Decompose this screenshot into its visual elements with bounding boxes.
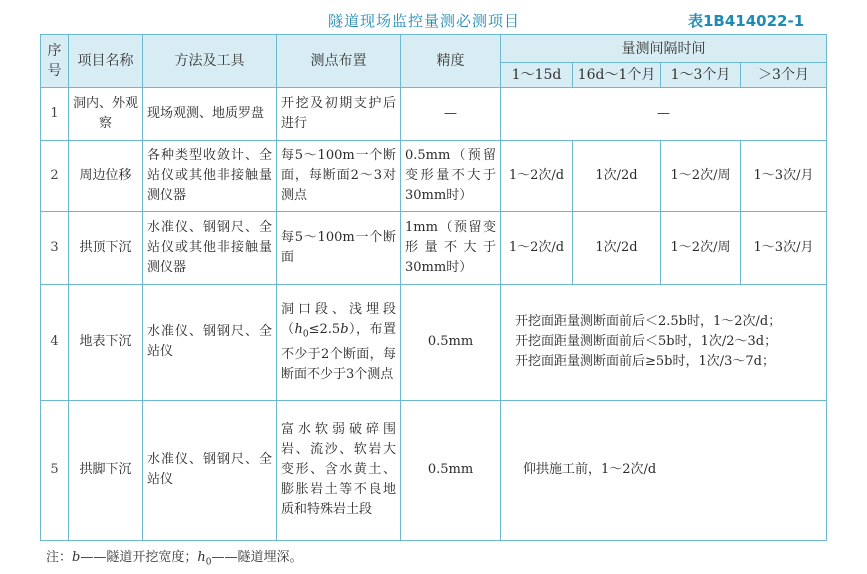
row-item: 周边位移 (69, 140, 143, 211)
note-prefix: 注： (46, 550, 73, 565)
monitoring-table (40, 34, 827, 541)
row-interval-2: 1次/2d (573, 211, 661, 284)
header-interval-4: ＞3个月 (741, 63, 827, 88)
row-no: 4 (41, 285, 69, 401)
row-item: 拱顶下沉 (69, 211, 143, 284)
row-method: 现场观测、地质罗盘 (143, 88, 277, 141)
row-method: 水准仪、钢钢尺、全站仪 (143, 400, 277, 540)
row-method: 各种类型收敛计、全站仪或其他非接触量测仪器 (143, 140, 277, 211)
note-b-var: b (72, 550, 81, 565)
header-item: 项目名称 (69, 35, 143, 88)
layout-h-var: h (294, 322, 303, 338)
header-no: 序号 (41, 35, 69, 88)
row-no: 5 (41, 400, 69, 540)
header-interval-3: 1～3个月 (661, 63, 741, 88)
row-interval-text: 仰拱施工前，1～2次/d (501, 400, 827, 540)
layout-part-a: 洞口段、浅埋段（ (281, 302, 396, 338)
table-note (46, 546, 302, 568)
interval-line: 开挖面距量测断面前后≥5b时，1次/3～7d； (515, 354, 776, 370)
row-item: 洞内、外观察 (69, 88, 143, 141)
row-precision: 0.5mm (401, 285, 501, 401)
row-no: 1 (41, 88, 69, 141)
row-precision: 0.5mm（预留变形量不大于30mm时） (401, 140, 501, 211)
row-item: 地表下沉 (69, 285, 143, 401)
row-layout: 富水软弱破碎围岩、流沙、软岩大变形、含水黄土、膨胀岩土等不良地质和特殊岩土段 (277, 400, 401, 540)
table-row (41, 285, 827, 401)
row-layout: 每5～100m一个断面，每断面2～3对测点 (277, 140, 401, 211)
header-interval-1: 1～15d (501, 63, 573, 88)
row-precision: — (401, 88, 501, 141)
row-method: 水准仪、钢钢尺、全站仪 (143, 285, 277, 401)
note-b-desc: ——隧道开挖宽度； (80, 550, 198, 565)
table-number: 表1B414022-1 (688, 12, 805, 30)
layout-h-sub: 0 (302, 329, 309, 340)
interval-line: 开挖面距量测断面前后＜2.5b时，1～2次/d； (515, 314, 782, 330)
note-h-desc: ——隧道埋深。 (211, 550, 303, 565)
layout-b-var: b (340, 322, 349, 338)
row-interval-4: 1～3次/月 (741, 211, 827, 284)
row-precision: 1mm（预留变形量不大于30mm时） (401, 211, 501, 284)
note-h-var: h (197, 550, 206, 565)
note-h-sub: 0 (205, 557, 212, 568)
row-no: 2 (41, 140, 69, 211)
table-row (41, 211, 827, 284)
row-interval-4: 1～3次/月 (741, 140, 827, 211)
row-method: 水准仪、钢钢尺、全站仪或其他非接触量测仪器 (143, 211, 277, 284)
header-interval: 量测间隔时间 (501, 35, 827, 63)
table-caption (0, 8, 867, 32)
row-interval-2: 1次/2d (573, 140, 661, 211)
row-item: 拱脚下沉 (69, 400, 143, 540)
row-interval-3: 1～2次/周 (661, 211, 741, 284)
row-interval-3: 1～2次/周 (661, 140, 741, 211)
interval-line: 开挖面距量测断面前后＜5b时，1次/2～3d； (515, 334, 778, 350)
row-precision: 0.5mm (401, 400, 501, 540)
row-interval-notes (501, 285, 827, 401)
header-precision: 精度 (401, 35, 501, 88)
header-interval-2: 16d～1个月 (573, 63, 661, 88)
row-interval-1: 1～2次/d (501, 211, 573, 284)
row-layout (277, 285, 401, 401)
table-row (41, 88, 827, 141)
row-layout: 每5～100m一个断面 (277, 211, 401, 284)
layout-part-b: ≤2.5 (308, 322, 341, 338)
header-method: 方法及工具 (143, 35, 277, 88)
row-interval-span: — (501, 88, 827, 141)
header-layout: 测点布置 (277, 35, 401, 88)
row-layout: 开挖及初期支护后进行 (277, 88, 401, 141)
row-no: 3 (41, 211, 69, 284)
table-row (41, 400, 827, 540)
table-title: 隧道现场监控量测必测项目 (328, 12, 521, 30)
row-interval-1: 1～2次/d (501, 140, 573, 211)
table-row (41, 140, 827, 211)
layout-part-c: ），布置不少于2个断面，每断面不少于3个测点 (281, 322, 396, 382)
